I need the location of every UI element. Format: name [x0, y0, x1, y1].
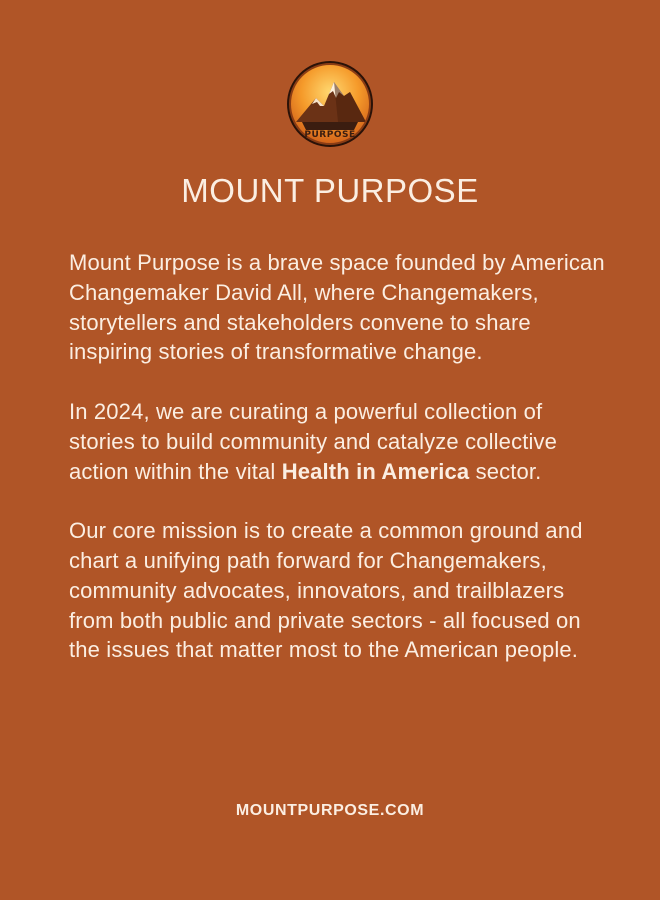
mission-paragraph: Our core mission is to create a common ground and chart a unifying path forward for Changemakers, community advocates, innovators, and trailblazers from both public and private sectors - all focused on the issues that matter most to the American people.	[69, 518, 583, 663]
focus-text-before: In 2024, we are curating a powerful collection of stories to build community and catalyze collective action within the vital	[69, 398, 558, 484]
website-link[interactable]: MOUNTPURPOSE.COM	[235, 802, 425, 819]
focus-paragraph	[69, 397, 609, 486]
mission-content	[69, 248, 609, 695]
focus-sector-highlight: Health in America	[281, 458, 470, 484]
logo-caption: PURPOSE	[304, 130, 356, 140]
intro-paragraph: Mount Purpose is a brave space founded by American Changemaker David All, where Changemakers, storytellers and stakeholders convene to share inspiring stories of transformative change.	[69, 250, 605, 365]
focus-text-after: sector.	[475, 458, 542, 484]
mount-purpose-logo	[286, 60, 374, 148]
page-title: MOUNT PURPOSE	[181, 172, 479, 209]
